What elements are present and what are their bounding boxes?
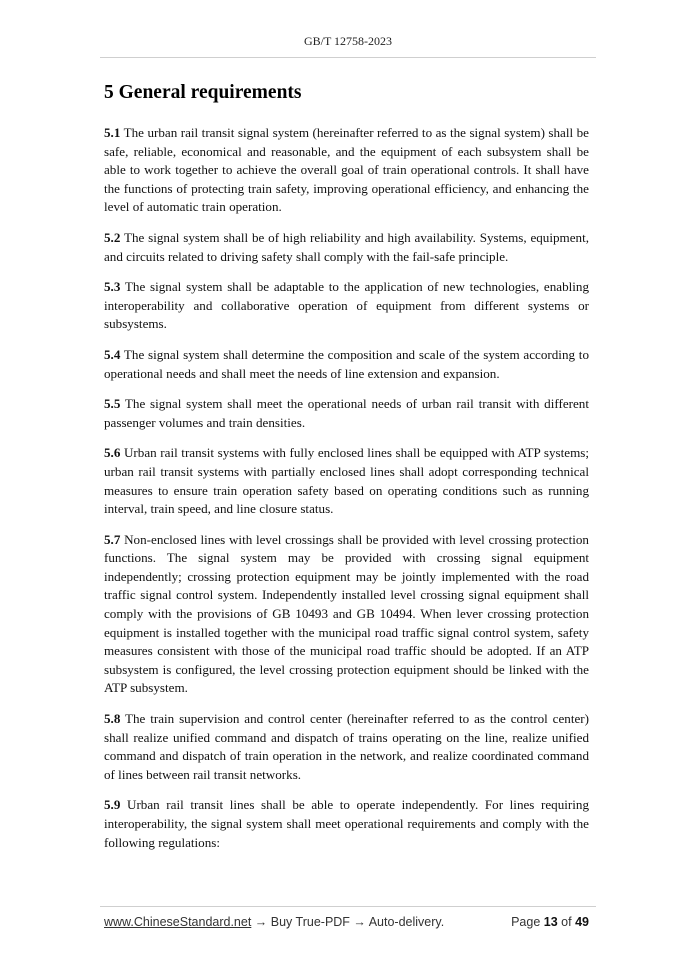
clause-text: The signal system shall meet the operational needs of urban rail transit with different passenger volumes and train densities.	[104, 396, 589, 430]
footer-site-link[interactable]: www.ChineseStandard.net	[104, 915, 252, 929]
clause-text: The signal system shall be of high reliability and high availability. Systems, equipment, and circuits related to driving safety shall comply with the fail-safe principle.	[104, 229, 589, 264]
page-of-label: of	[561, 915, 572, 929]
clause-number: 5.1	[104, 125, 121, 140]
clause-number: 5.9	[104, 797, 121, 813]
page-header-standard-code: GB/T 12758-2023	[303, 34, 393, 48]
clause-5-9	[104, 796, 589, 852]
clause-5-1	[104, 124, 589, 217]
footer-promo	[104, 915, 444, 929]
clause-number: 5.2	[104, 229, 121, 245]
page-counter	[511, 915, 589, 929]
clause-number: 5.6	[104, 445, 121, 461]
clause-number: 5.5	[104, 396, 121, 412]
footer-tagline: → Buy True-PDF → Auto-delivery.	[251, 915, 445, 929]
clause-text: Urban rail transit systems with fully enclosed lines shall be equipped with ATP systems; urban rail transit systems with partially enclosed lines shall adopt corresponding technical measures to ensure train operation safety based on operating conditions such as running interval, train speed, and line closure status.	[104, 445, 589, 517]
clause-5-4	[104, 346, 589, 383]
current-page-number: 13	[543, 915, 558, 929]
clause-5-3	[104, 278, 589, 334]
clause-text: The signal system shall determine the composition and scale of the system according to operational needs and shall meet the needs of line extension and expansion.	[104, 346, 589, 381]
section-body	[104, 124, 589, 864]
clause-5-8	[104, 710, 589, 784]
clause-5-6	[104, 444, 589, 518]
clause-text: The urban rail transit signal system (hereinafter referred to as the signal system) shall be safe, reliable, economical and reasonable, and the equipment of each subsystem shall be able to work together to achieve the overall goal of train operational controls. It shall have the functions of protecting train safety, improving operational efficiency, and enhancing the level of automatic train operation.	[104, 125, 589, 215]
clause-number: 5.8	[104, 711, 121, 727]
header-divider	[100, 57, 596, 58]
clause-5-2	[104, 229, 589, 266]
clause-number: 5.3	[104, 279, 121, 295]
footer-divider	[100, 906, 596, 907]
clause-5-7	[104, 531, 589, 698]
clause-text: The signal system shall be adaptable to the application of new technologies, enabling interoperability and collaborative operation of equipment from different systems or subsystems.	[104, 279, 589, 332]
clause-number: 5.7	[104, 531, 121, 547]
page-label: Page	[511, 915, 541, 929]
clause-5-5	[104, 395, 589, 432]
clause-text: Urban rail transit lines shall be able to operate independently. For lines requiring interoperability, the signal system shall meet operational requirements and comply with the following regulations:	[104, 797, 589, 850]
clause-text: The train supervision and control center (hereinafter referred to as the control center) shall realize unified command and dispatch of trains operating on the line, realize unified command and dispatch of train operation in the network, and realize coordinated command of lines between rail transit networks.	[104, 711, 589, 782]
clause-number: 5.4	[104, 346, 121, 362]
clause-text: Non-enclosed lines with level crossings shall be provided with level crossing protection functions. The signal system may be provided with crossing signal equipment independently; crossing protection equipment may be jointly implemented with the road traffic signal control system. Independently installed level crossing signal equipment shall comply with the provisions of GB 10493 and GB 10494. When lever crossing protection equipment is installed together with the municipal road traffic signal control system, safety measures consistent with those of the municipal road traffic should be adopted. If an ATP subsystem is configured, the level crossing protection equipment should be linked with the ATP subsystem.	[104, 531, 589, 696]
section-title: 5 General requirements	[104, 82, 302, 103]
total-pages-number: 49	[575, 915, 589, 929]
